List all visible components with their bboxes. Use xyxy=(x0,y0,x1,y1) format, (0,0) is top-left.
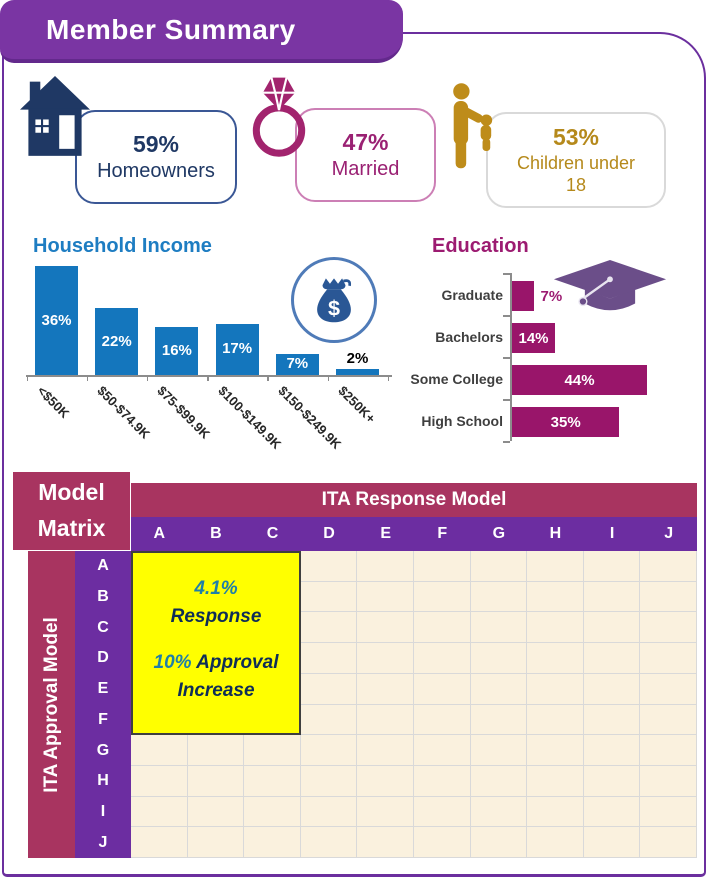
matrix-cell xyxy=(244,827,301,858)
matrix-column-letter: D xyxy=(323,525,335,542)
matrix-cell xyxy=(527,705,584,736)
matrix-row-letter: C xyxy=(97,618,109,636)
matrix-cell xyxy=(471,705,528,736)
education-category-label: Bachelors xyxy=(435,329,503,345)
matrix-row-letter: B xyxy=(97,588,109,606)
matrix-cell xyxy=(357,612,414,643)
ita-response-model-header: ITA Response Model xyxy=(131,483,697,517)
matrix-cell xyxy=(471,797,528,828)
married-value: 47% xyxy=(342,129,389,156)
matrix-cell xyxy=(527,735,584,766)
education-category-label: Some College xyxy=(410,371,503,387)
matrix-cell xyxy=(471,643,528,674)
matrix-cell xyxy=(188,827,245,858)
matrix-cell xyxy=(527,551,584,582)
matrix-cell xyxy=(584,705,641,736)
matrix-cell xyxy=(301,643,358,674)
income-bar-value-label: 16% xyxy=(161,341,192,359)
married-label: Married xyxy=(331,157,400,180)
matrix-cell xyxy=(414,735,471,766)
matrix-cell xyxy=(301,797,358,828)
svg-text:$: $ xyxy=(327,295,341,321)
response-rate-label: Response xyxy=(170,606,262,627)
matrix-cell xyxy=(584,612,641,643)
matrix-cell xyxy=(584,551,641,582)
matrix-cell xyxy=(244,766,301,797)
matrix-cell xyxy=(471,674,528,705)
parent-child-icon xyxy=(446,82,496,170)
matrix-cell xyxy=(527,612,584,643)
matrix-cell xyxy=(471,766,528,797)
matrix-cell xyxy=(244,797,301,828)
income-category-label: $50-$74.9K xyxy=(94,383,154,442)
matrix-cell xyxy=(527,643,584,674)
education-bar-value-label: 14% xyxy=(518,330,549,347)
matrix-cell xyxy=(357,705,414,736)
matrix-cell xyxy=(640,766,697,797)
children-value: 53% xyxy=(552,124,600,151)
matrix-cell xyxy=(357,551,414,582)
matrix-cell xyxy=(584,735,641,766)
matrix-row-letter: G xyxy=(96,741,110,759)
matrix-column-letter: F xyxy=(437,525,448,542)
matrix-cell xyxy=(414,705,471,736)
children-label: Children under 18 xyxy=(516,152,636,196)
matrix-cell xyxy=(527,674,584,705)
matrix-cell xyxy=(527,582,584,613)
matrix-cell xyxy=(584,827,641,858)
matrix-cell xyxy=(414,827,471,858)
matrix-cell xyxy=(584,643,641,674)
homeowners-value: 59% xyxy=(132,131,180,158)
matrix-cell xyxy=(188,766,245,797)
matrix-cell xyxy=(527,797,584,828)
income-axis-tick xyxy=(267,375,269,381)
income-bar-value-label: 36% xyxy=(41,311,72,329)
matrix-cell xyxy=(640,735,697,766)
income-axis-tick xyxy=(207,375,209,381)
page-title: Member Summary xyxy=(46,13,296,45)
matrix-cell xyxy=(301,735,358,766)
matrix-cell xyxy=(584,674,641,705)
matrix-cell xyxy=(357,797,414,828)
graduation-cap-icon xyxy=(552,258,668,318)
matrix-cell xyxy=(357,766,414,797)
diamond-ring-icon xyxy=(252,74,306,160)
education-chart-title: Education xyxy=(432,235,529,257)
education-bar-value-label: 44% xyxy=(564,372,595,389)
model-matrix-corner-title: Model Matrix xyxy=(13,472,130,550)
education-axis-tick xyxy=(503,399,510,401)
matrix-cell xyxy=(414,643,471,674)
matrix-row-letter: A xyxy=(97,557,109,575)
matrix-cell xyxy=(527,827,584,858)
education-bar-value-label: 7% xyxy=(540,288,563,305)
matrix-cell xyxy=(357,643,414,674)
matrix-cell xyxy=(357,582,414,613)
matrix-row-letter: F xyxy=(98,710,108,728)
stat-card-married xyxy=(295,108,436,202)
matrix-column-letter: G xyxy=(492,525,506,542)
income-axis-tick xyxy=(147,375,149,381)
income-bar-value-label: 2% xyxy=(346,349,369,367)
income-axis-tick xyxy=(328,375,330,381)
approval-increase-line xyxy=(133,649,299,677)
matrix-cell xyxy=(640,551,697,582)
income-category-label: <$50K xyxy=(34,383,73,421)
matrix-cell xyxy=(640,797,697,828)
matrix-cell xyxy=(471,582,528,613)
matrix-cell xyxy=(301,551,358,582)
matrix-cell xyxy=(301,827,358,858)
matrix-column-letter: J xyxy=(664,525,674,542)
income-axis-tick xyxy=(87,375,89,381)
matrix-row-letter: J xyxy=(98,833,108,851)
education-axis-tick xyxy=(503,441,510,443)
education-axis-tick xyxy=(503,357,510,359)
matrix-cell xyxy=(301,582,358,613)
matrix-cell xyxy=(414,612,471,643)
income-x-axis-line xyxy=(26,375,392,377)
matrix-cell xyxy=(301,766,358,797)
matrix-cell xyxy=(584,582,641,613)
matrix-column-letter: A xyxy=(153,525,166,542)
matrix-cell xyxy=(414,582,471,613)
matrix-cell xyxy=(640,827,697,858)
matrix-column-letter: I xyxy=(609,525,615,542)
income-bar-value-label: 17% xyxy=(222,340,253,358)
income-category-label: $250K+ xyxy=(335,383,379,427)
education-axis-tick xyxy=(503,315,510,317)
matrix-cell xyxy=(244,735,301,766)
matrix-cell xyxy=(357,827,414,858)
matrix-cell xyxy=(414,674,471,705)
income-axis-tick xyxy=(27,375,29,381)
approval-increase-value: 10% xyxy=(153,652,192,673)
matrix-cell xyxy=(301,674,358,705)
matrix-row-letter: D xyxy=(97,649,109,667)
matrix-cell xyxy=(131,797,188,828)
matrix-cell xyxy=(640,705,697,736)
response-rate-value: 4.1% xyxy=(194,578,238,599)
matrix-cell xyxy=(357,735,414,766)
approval-increase-label: Approval xyxy=(196,652,279,673)
stat-card-homeowners xyxy=(75,110,237,204)
ita-approval-model-header xyxy=(28,551,75,858)
header-bar xyxy=(0,0,403,63)
matrix-highlight-callout xyxy=(131,551,301,735)
matrix-row-letter: I xyxy=(100,802,106,820)
matrix-cell xyxy=(188,797,245,828)
matrix-cell xyxy=(640,582,697,613)
matrix-column-letter: B xyxy=(210,525,222,542)
matrix-cell xyxy=(188,735,245,766)
matrix-cell xyxy=(131,766,188,797)
matrix-column-letter: C xyxy=(266,525,279,542)
education-category-label: Graduate xyxy=(441,287,503,303)
income-bar-value-label: 22% xyxy=(101,332,132,350)
education-bar xyxy=(512,281,534,311)
education-axis-tick xyxy=(503,273,510,275)
matrix-cell xyxy=(471,827,528,858)
matrix-cell xyxy=(131,827,188,858)
ita-approval-model-label: ITA Approval Model xyxy=(40,616,62,793)
matrix-column-letters xyxy=(131,517,697,551)
matrix-cell xyxy=(471,612,528,643)
income-category-label: $150-$249.9K xyxy=(275,383,345,452)
money-bag-icon xyxy=(291,257,377,343)
matrix-row-letters xyxy=(75,551,131,858)
matrix-cell xyxy=(584,766,641,797)
stat-card-children xyxy=(486,112,666,208)
matrix-row-letter: E xyxy=(97,680,109,698)
matrix-cell xyxy=(414,766,471,797)
matrix-column-letter: H xyxy=(549,525,562,542)
matrix-cell xyxy=(640,612,697,643)
matrix-cell xyxy=(301,705,358,736)
matrix-cell xyxy=(131,735,188,766)
matrix-cell xyxy=(527,766,584,797)
education-bar-value-label: 35% xyxy=(550,414,581,431)
matrix-cell xyxy=(471,551,528,582)
income-bar-value-label: 7% xyxy=(286,355,309,373)
matrix-cell xyxy=(640,643,697,674)
matrix-cell xyxy=(640,674,697,705)
matrix-cell xyxy=(414,797,471,828)
house-icon xyxy=(20,76,90,158)
matrix-cell xyxy=(414,551,471,582)
matrix-row-letter: H xyxy=(97,772,109,790)
education-category-label: High School xyxy=(421,413,503,429)
matrix-column-letter: E xyxy=(380,525,391,542)
income-category-label: $75-$99.9K xyxy=(154,383,214,442)
matrix-cell xyxy=(584,797,641,828)
matrix-cell xyxy=(471,735,528,766)
homeowners-label: Homeowners xyxy=(97,159,215,182)
matrix-cell xyxy=(357,674,414,705)
approval-increase-label2: Increase xyxy=(177,680,255,701)
matrix-cell xyxy=(301,612,358,643)
income-chart-title: Household Income xyxy=(33,235,212,257)
income-category-label: $100-$149.9K xyxy=(214,383,284,452)
